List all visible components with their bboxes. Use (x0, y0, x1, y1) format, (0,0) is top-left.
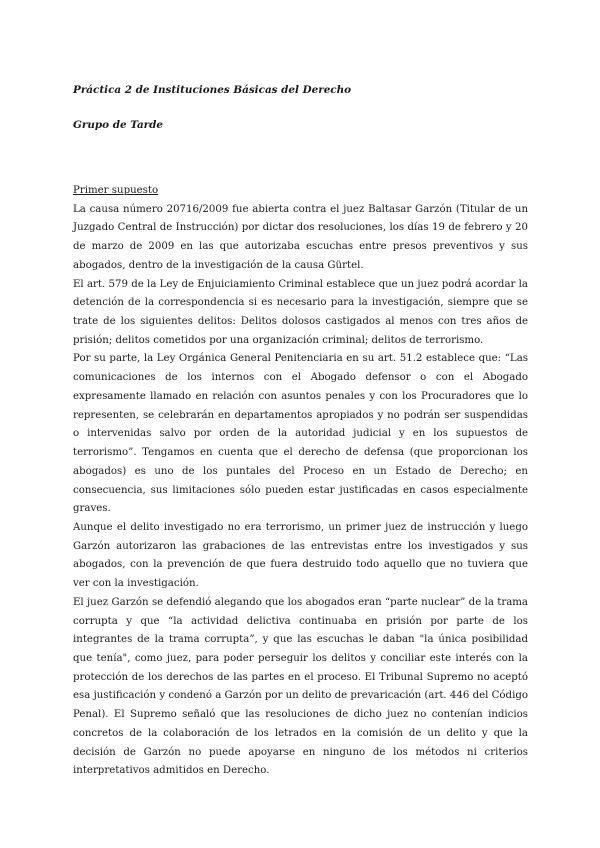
group-label: Grupo de Tarde (73, 119, 164, 131)
document-header (73, 84, 351, 131)
paragraph: Aunque el delito investigado no era terrorismo, un primer juez de instrucción y luego Garzón autorizaron las grabaciones de las entrevistas entre los investigados y sus abogados, con la prevención de que fuera destruido todo aquello que no tuviera que ver con la investigación. (73, 521, 528, 590)
paragraph: La causa número 20716/2009 fue abierta contra el juez Baltasar Garzón (Titular de un Juzgado Central de Instrucción) por dictar dos resoluciones, los días 19 de febrero y 20 de marzo de 2009 en las que autorizaba escuchas entre presos preventivos y sus abogados, dentro de la investigación de la causa Gürtel. (73, 203, 528, 271)
paragraph: El juez Garzón se defendió alegando que los abogados eran “parte nuclear” de la trama corrupta y que “la actividad delictiva continuaba en prisión por parte de los integrantes de la trama corrupta”, y que las escuchas le daban "la única posibilidad que tenía", como juez, para poder perseguir los delitos y conciliar este interés con la protección de los derechos de las partes en el proceso. El Tribunal Supremo no aceptó esa justificación y condenó a Garzón por un delito de prevaricación (art. 446 del Código Penal). El Supremo señaló que las resoluciones de dicho juez no contenían indicios concretos de la colaboración de los letrados en la comisión de un delito y que la decisión de Garzón no puede apoyarse en ninguno de los métodos ni criterios interpretativos admitidos en Derecho. (73, 596, 528, 777)
section-title: Primer supuesto (73, 185, 159, 196)
document-body (73, 182, 528, 781)
paragraph: El art. 579 de la Ley de Enjuiciamiento Criminal establece que un juez podrá acordar la detención de la correspondencia si es necesario para la investigación, siempre que se trate de los siguientes delitos: Delitos dolosos castigados al menos con tres años de prisión; delitos cometidos por una organización criminal; delitos de terrorismo. (73, 278, 528, 346)
paragraph: Por su parte, la Ley Orgánica General Penitenciaria en su art. 51.2 establece que: “Las comunicaciones de los internos con el Abogado defensor o con el Abogado expresamente llamado en relación con asuntos penales y con los Procuradores que lo representen, se celebrarán en departamentos apropiados y no podrán ser suspendidas o intervenidas salvo por orden de la autoridad judicial y en los supuestos de terrorismo”. Tengamos en cuenta que el derecho de defensa (que proporcionan los abogados) es uno de los puntales del Proceso en un Estado de Derecho; en consecuencia, sus limitaciones sólo pueden estar justificadas en casos especialmente graves. (73, 353, 528, 515)
document-title: Práctica 2 de Instituciones Básicas del Derecho (73, 84, 352, 96)
